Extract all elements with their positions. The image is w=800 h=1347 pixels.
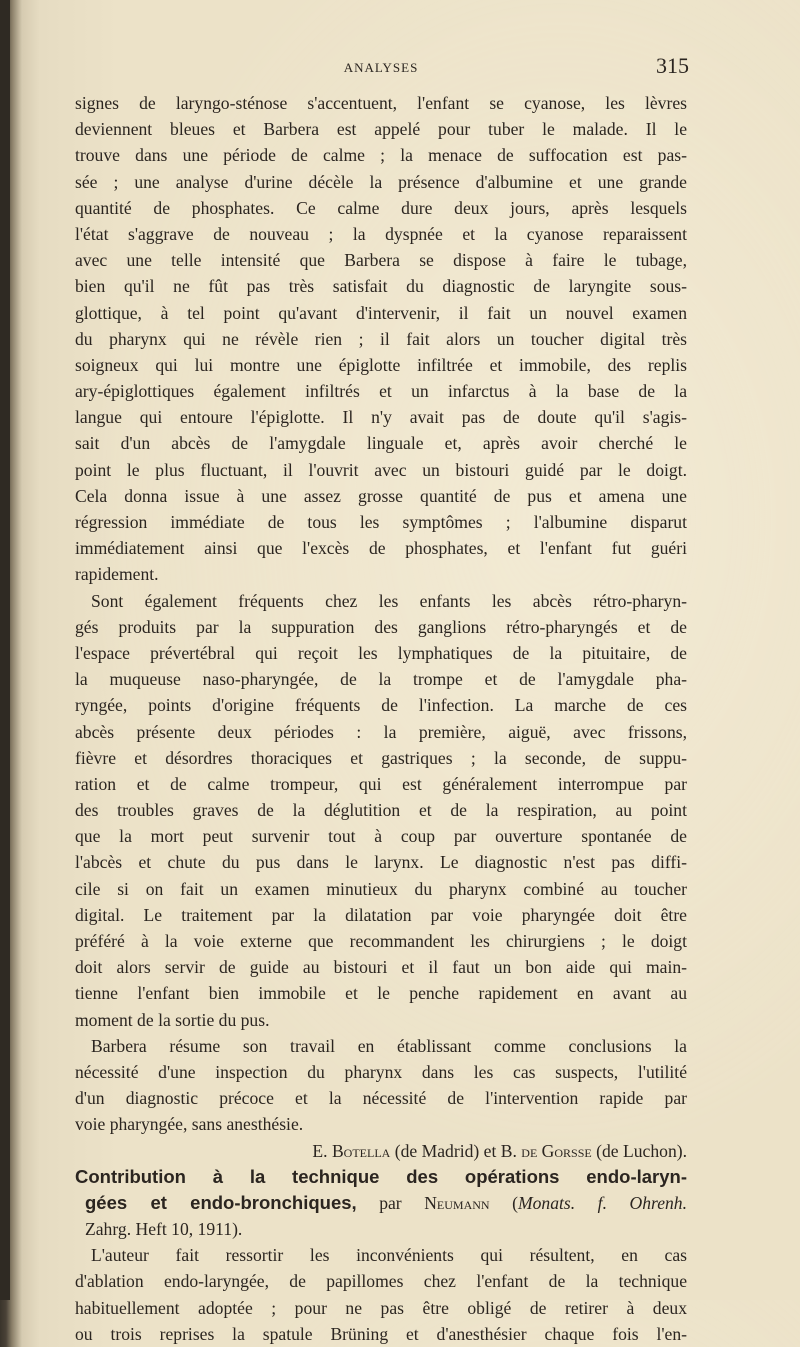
paragraph-retro-pharyngeal-abscess [75, 588, 687, 1033]
page [75, 52, 687, 1347]
text-line: ryngée, points d'origine fréquents de l'infection. La marche de ces [75, 695, 687, 716]
text-line: la muqueuse naso-pharyngée, de la trompe et de l'amygdale pha- [75, 669, 687, 690]
text-line: langue qui entoure l'épiglotte. Il n'y avait pas de doute qu'il s'agis- [75, 407, 687, 428]
text-line: rapidement. [75, 564, 159, 585]
paragraph-neumann-summary [75, 1242, 687, 1347]
text-line: L'auteur fait ressortir les inconvénients qui résultent, en cas [91, 1245, 687, 1266]
reviewer-name: Gorsse [537, 1140, 592, 1161]
article-reference-line: Zahrg. Heft 10, 1911). [85, 1219, 243, 1240]
article-title-continued: gées et endo-bronchiques, par Neumann (Monats. f. Ohrenh. [85, 1191, 687, 1213]
text-line: glottique, à tel point qu'avant d'intervenir, il fait un nouvel examen [75, 302, 687, 323]
text-line: d'ablation endo-laryngée, de papillomes chez l'enfant de la technique [75, 1271, 687, 1292]
text-line: Barbera résume son travail en établissant comme conclusions la [91, 1035, 687, 1056]
text-line: tienne l'enfant bien immobile et le penche rapidement en avant au [75, 983, 687, 1004]
text-line: avec une telle intensité que Barbera se dispose à faire le tubage, [75, 250, 687, 271]
text-line: bien qu'il ne fût pas très satisfait du diagnostic de laryngite sous- [75, 276, 687, 297]
text-line: digital. Le traitement par la dilatation par voie pharyngée doit être [75, 904, 687, 925]
paragraph-case-continuation [75, 90, 687, 588]
paragraph-conclusions [75, 1033, 687, 1138]
text-line: nécessité d'une inspection du pharynx dans les cas suspects, l'utilité [75, 1061, 687, 1082]
text-line: que la mort peut survenir tout à coup par ouverture spontanée de [75, 826, 687, 847]
text-line: gés produits par la suppuration des ganglions rétro-pharyngés et de [75, 616, 687, 637]
text-line: sée ; une analyse d'urine décèle la présence d'albumine et une grande [75, 171, 687, 192]
text-line: quantité de phosphates. Ce calme dure deux jours, après lesquels [75, 197, 687, 218]
text-line: habituellement adoptée ; pour ne pas être obligé de retirer à deux [75, 1297, 687, 1318]
book-binding-shadow [0, 0, 10, 1300]
text-line: trouve dans une période de calme ; la menace de suffocation est pas- [75, 145, 687, 166]
text-line: du pharynx qui ne révèle rien ; il fait alors un toucher digital très [75, 328, 687, 349]
text-line: moment de la sortie du pus. [75, 1009, 270, 1030]
text-line: Sont également fréquents chez les enfants les abcès rétro-pharyn- [91, 590, 687, 611]
text-line: fièvre et désordres thoraciques et gastriques ; la seconde, de suppu- [75, 747, 687, 768]
journal-reference: Monats. f. Ohrenh. [517, 1192, 687, 1213]
page-number: 315 [656, 53, 689, 78]
text-line: abcès présente deux périodes : la première, aiguë, avec frissons, [75, 721, 687, 742]
text-line: doit alors servir de guide au bistouri et il faut un bon aide qui main- [75, 957, 687, 978]
text-line: Cela donna issue à une assez grosse quantité de pus et amena une [75, 485, 687, 506]
page-header [75, 52, 687, 82]
text-line: d'un diagnostic précoce et la nécessité de l'intervention rapide par [75, 1088, 687, 1109]
article-title: Contribution à la technique des opérations endo-laryn- [75, 1165, 687, 1187]
text-line: ration et de calme trompeur, qui est généralement interrompue par [75, 773, 687, 794]
text-line: voie pharyngée, sans anesthésie. [75, 1114, 304, 1135]
article-author: Neumann [424, 1192, 490, 1213]
text-line: régression immédiate de tous les symptômes ; l'albumine disparut [75, 512, 687, 532]
text-line: deviennent bleues et Barbera est appelé pour tuber le malade. Il le [75, 119, 687, 140]
running-head: ANALYSES [343, 60, 419, 75]
text-line: l'abcès et chute du pus dans le larynx. Le diagnostic n'est pas diffi- [75, 852, 687, 873]
text-line: ary-épiglottiques également infiltrés et un infarctus à la base de la [75, 381, 687, 402]
reviewer-name: Botella [331, 1140, 391, 1161]
text-line: cile si on fait un examen minutieux du pharynx combiné au toucher [75, 878, 687, 899]
text-line: soigneux qui lui montre une épiglotte infiltrée et immobile, des replis [75, 354, 687, 375]
text-line: signes de laryngo-sténose s'accentuent, l'enfant se cyanose, les lèvres [75, 93, 687, 113]
text-line: sait d'un abcès de l'amygdale linguale et, après avoir cherché le [75, 433, 687, 454]
text-line: des troubles graves de la déglutition et de la respiration, au point [75, 800, 687, 821]
text-line: ou trois reprises la spatule Brüning et d'anesthésier chaque fois l'en- [75, 1323, 687, 1344]
review-signature: E. Botella (de Madrid) et B. de Gorsse (de Luchon). [312, 1140, 687, 1161]
text-line: l'espace prévertébral qui reçoit les lymphatiques de la pituitaire, de [75, 642, 687, 663]
text-line: préféré à la voie externe que recommandent les chirurgiens ; le doigt [75, 931, 687, 951]
article-heading [75, 1164, 687, 1243]
text-line: l'état s'aggrave de nouveau ; la dyspnée et la cyanose reparaissent [75, 223, 687, 244]
text-line: point le plus fluctuant, il l'ouvrit avec un bistouri guidé par le doigt. [75, 459, 687, 480]
text-line: immédiatement ainsi que l'excès de phosphates, et l'enfant fut guéri [75, 538, 687, 559]
